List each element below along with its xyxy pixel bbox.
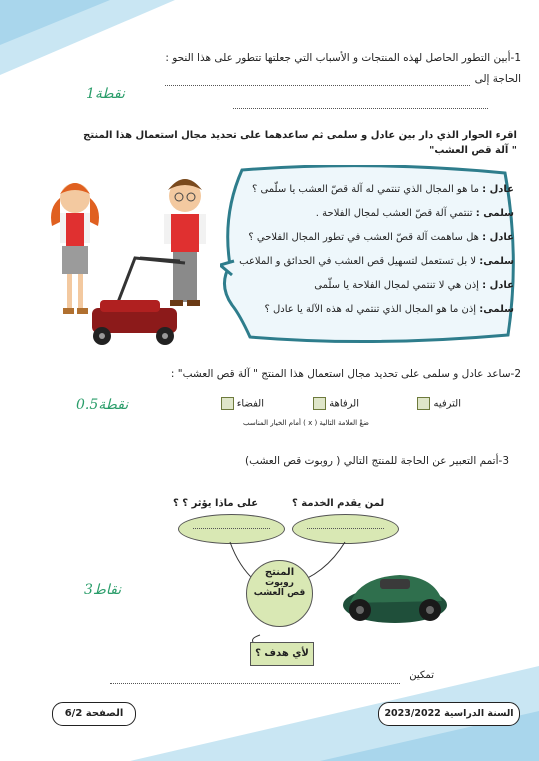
dialogue-line-2: سلمى : تنتمي آلة قصّ العشب لمجال الفلاحة . xyxy=(315,208,514,219)
answer-line-2[interactable] xyxy=(233,108,488,109)
dialogue-line-4: سلمى: لا بل تستعمل لتسهيل قص العشب في الحدائق و الملاعب xyxy=(239,256,514,267)
girl-figure xyxy=(51,183,99,314)
question-2-text: 2-ساعد عادل و سلمى على تحديد مجال استعمال هذا المنتج " آلة قص العشب" : xyxy=(170,368,521,380)
dialogue-list xyxy=(239,178,514,322)
dialogue-instruction: اقرء الحوار الذي دار بين عادل و سلمى ثم ساعدهما على تحديد مجال استعمال هذا المنتج xyxy=(83,130,517,141)
dialogue-line-1: عادل : ما هو المجال الذي تنتمي له آلة قصّ العشب يا سلّمى ؟ xyxy=(251,184,514,195)
product-name-quote: " آلة قص العشب" xyxy=(429,145,517,156)
dialogue-line-5: عادل : إذن هي لا تنتمي لمجال الفلاحة يا سلّمى xyxy=(314,280,514,291)
points-badge-2: 0.5نقطة xyxy=(76,397,129,413)
points-badge-1: 1نقطة xyxy=(86,86,125,102)
option-space-label: الفضاء xyxy=(236,398,264,410)
option-welfare[interactable] xyxy=(313,397,359,410)
points-badge-3: 3نقاط xyxy=(84,582,122,598)
question-1-text: 1-أبين التطور الحاصل لهذه المنتجات و الأسباب التي جعلتها تتطور على هذا النحو : xyxy=(165,52,521,64)
dialogue-line-6: سلمى: إذن ما هو المجال الذي تنتمي له هذه الآلة يا عادل ؟ xyxy=(264,304,514,315)
empower-label: تمكين xyxy=(409,670,434,681)
product-title: المنتج xyxy=(264,567,295,578)
school-year-box xyxy=(378,702,520,726)
school-year: السنة الدراسية 2023/2022 xyxy=(384,708,514,719)
product-ellipse xyxy=(246,560,313,627)
robot-mower-image xyxy=(340,565,450,625)
boy-figure xyxy=(164,179,206,306)
dialogue-line-3: عادل : هل ساهمت آلة قصّ العشب في تطور المجال الفلاحي ؟ xyxy=(248,232,514,243)
option-leisure-label: الترفيه xyxy=(433,398,461,410)
page-number: الصفحة 6/2 xyxy=(64,708,124,719)
diagram-label-whom: لمن يقدم الخدمة ؟ xyxy=(292,498,385,509)
children-lawnmower-illustration xyxy=(40,168,235,353)
product-name-line-2: قص العشب xyxy=(253,588,306,598)
question-3-text: 3-أتمم التعبير عن الحاجة للمنتج التالي ( روبوت قص العشب) xyxy=(245,455,509,467)
product-name-line-1: روبوت xyxy=(265,578,294,588)
purpose-label: لأي هدف ؟ xyxy=(255,648,309,659)
need-label: الحاجة إلى xyxy=(474,73,521,85)
option-leisure-checkbox[interactable] xyxy=(417,397,430,410)
empower-answer-line[interactable] xyxy=(110,683,400,684)
option-space-checkbox[interactable] xyxy=(221,397,234,410)
option-welfare-label: الرفاهة xyxy=(329,398,359,410)
option-welfare-checkbox[interactable] xyxy=(313,397,326,410)
option-instruction: ضعْ العلامة التالية ( x ) أمام الخيار المناسب xyxy=(242,419,369,427)
diagram-label-what: على ماذا يؤثر ؟ ؟ xyxy=(173,498,259,509)
page-number-box xyxy=(52,702,136,726)
purpose-box[interactable] xyxy=(250,642,314,666)
option-leisure[interactable] xyxy=(417,397,461,410)
answer-line-1[interactable] xyxy=(165,85,470,86)
top-left-corner-decoration xyxy=(0,0,180,90)
option-space[interactable] xyxy=(221,397,265,410)
